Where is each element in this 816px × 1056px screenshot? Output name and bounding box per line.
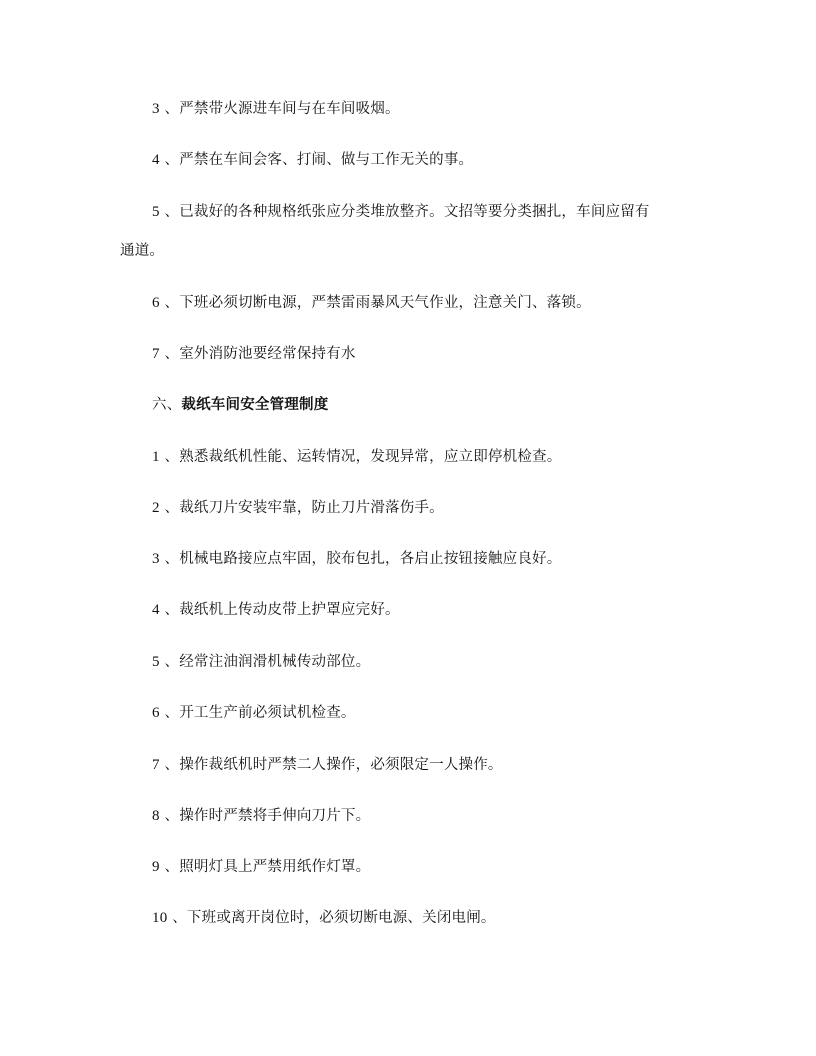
item-separator: 、 [164, 705, 180, 721]
list-item [152, 755, 503, 775]
list-item [152, 202, 650, 222]
list-item [152, 293, 591, 313]
item-number: 9 [152, 859, 160, 875]
item-text: 严禁在车间会客、打闹、做与工作无关的事。 [179, 152, 474, 168]
section-heading [152, 395, 328, 415]
list-item [152, 447, 561, 467]
section-title: 裁纸车间安全管理制度 [181, 397, 329, 413]
item-separator: 、 [164, 101, 180, 117]
item-text: 严禁带火源进车间与在车间吸烟。 [179, 101, 400, 117]
item-number: 3 [152, 551, 160, 567]
section-prefix: 六、 [152, 397, 182, 413]
list-item [152, 549, 561, 569]
item-text: 裁纸机上传动皮带上护罩应完好。 [179, 602, 400, 618]
item-separator: 、 [164, 204, 180, 220]
item-separator: 、 [164, 757, 180, 773]
list-item [152, 344, 356, 364]
item-number: 8 [152, 808, 160, 824]
item-number: 4 [152, 152, 160, 168]
item-text: 操作裁纸机时严禁二人操作，必须限定一人操作。 [179, 757, 503, 773]
item-number: 6 [152, 705, 160, 721]
list-item [152, 99, 400, 119]
item-separator: 、 [164, 551, 180, 567]
item-separator: 、 [164, 808, 180, 824]
item-text: 操作时严禁将手伸向刀片下。 [179, 808, 371, 824]
item-text: 裁纸刀片安装牢靠，防止刀片滑落伤手。 [179, 500, 444, 516]
list-item [152, 857, 370, 877]
item-text: 下班必须切断电源，严禁雷雨暴风天气作业，注意关门、落锁。 [179, 295, 591, 311]
item-text: 通道。 [120, 243, 165, 259]
item-text: 经常注油润滑机械传动部位。 [179, 654, 371, 670]
list-item [152, 498, 444, 518]
item-separator: 、 [164, 295, 180, 311]
item-text: 已裁好的各种规格纸张应分类堆放整齐。文招等要分类捆扎，车间应留有 [179, 204, 650, 220]
item-number: 5 [152, 204, 160, 220]
item-separator: 、 [164, 500, 180, 516]
item-number: 10 [152, 910, 168, 926]
item-separator: 、 [164, 859, 180, 875]
item-text: 室外消防池要经常保持有水 [179, 346, 356, 362]
list-item [152, 806, 370, 826]
list-item [152, 600, 400, 620]
item-number: 5 [152, 654, 160, 670]
item-text: 照明灯具上严禁用纸作灯罩。 [179, 859, 371, 875]
list-item-continuation [120, 241, 164, 261]
item-separator: 、 [172, 910, 187, 926]
item-separator: 、 [164, 449, 180, 465]
item-separator: 、 [164, 346, 180, 362]
item-text: 下班或离开岗位时，必须切断电源、关闭电闸。 [186, 910, 496, 926]
list-item [152, 652, 370, 672]
item-number: 3 [152, 101, 160, 117]
item-number: 7 [152, 346, 160, 362]
list-item [152, 908, 496, 928]
item-separator: 、 [164, 654, 180, 670]
list-item [152, 150, 473, 170]
item-text: 开工生产前必须试机检查。 [179, 705, 356, 721]
list-item [152, 703, 356, 723]
item-number: 7 [152, 757, 160, 773]
item-number: 2 [152, 500, 160, 516]
item-text: 熟悉裁纸机性能、运转情况，发现异常，应立即停机检查。 [179, 449, 562, 465]
item-number: 6 [152, 295, 160, 311]
item-text: 机械电路接应点牢固，胶布包扎，各启止按钮接触应良好。 [179, 551, 562, 567]
item-number: 4 [152, 602, 160, 618]
item-separator: 、 [164, 602, 180, 618]
item-separator: 、 [164, 152, 180, 168]
item-number: 1 [152, 449, 160, 465]
